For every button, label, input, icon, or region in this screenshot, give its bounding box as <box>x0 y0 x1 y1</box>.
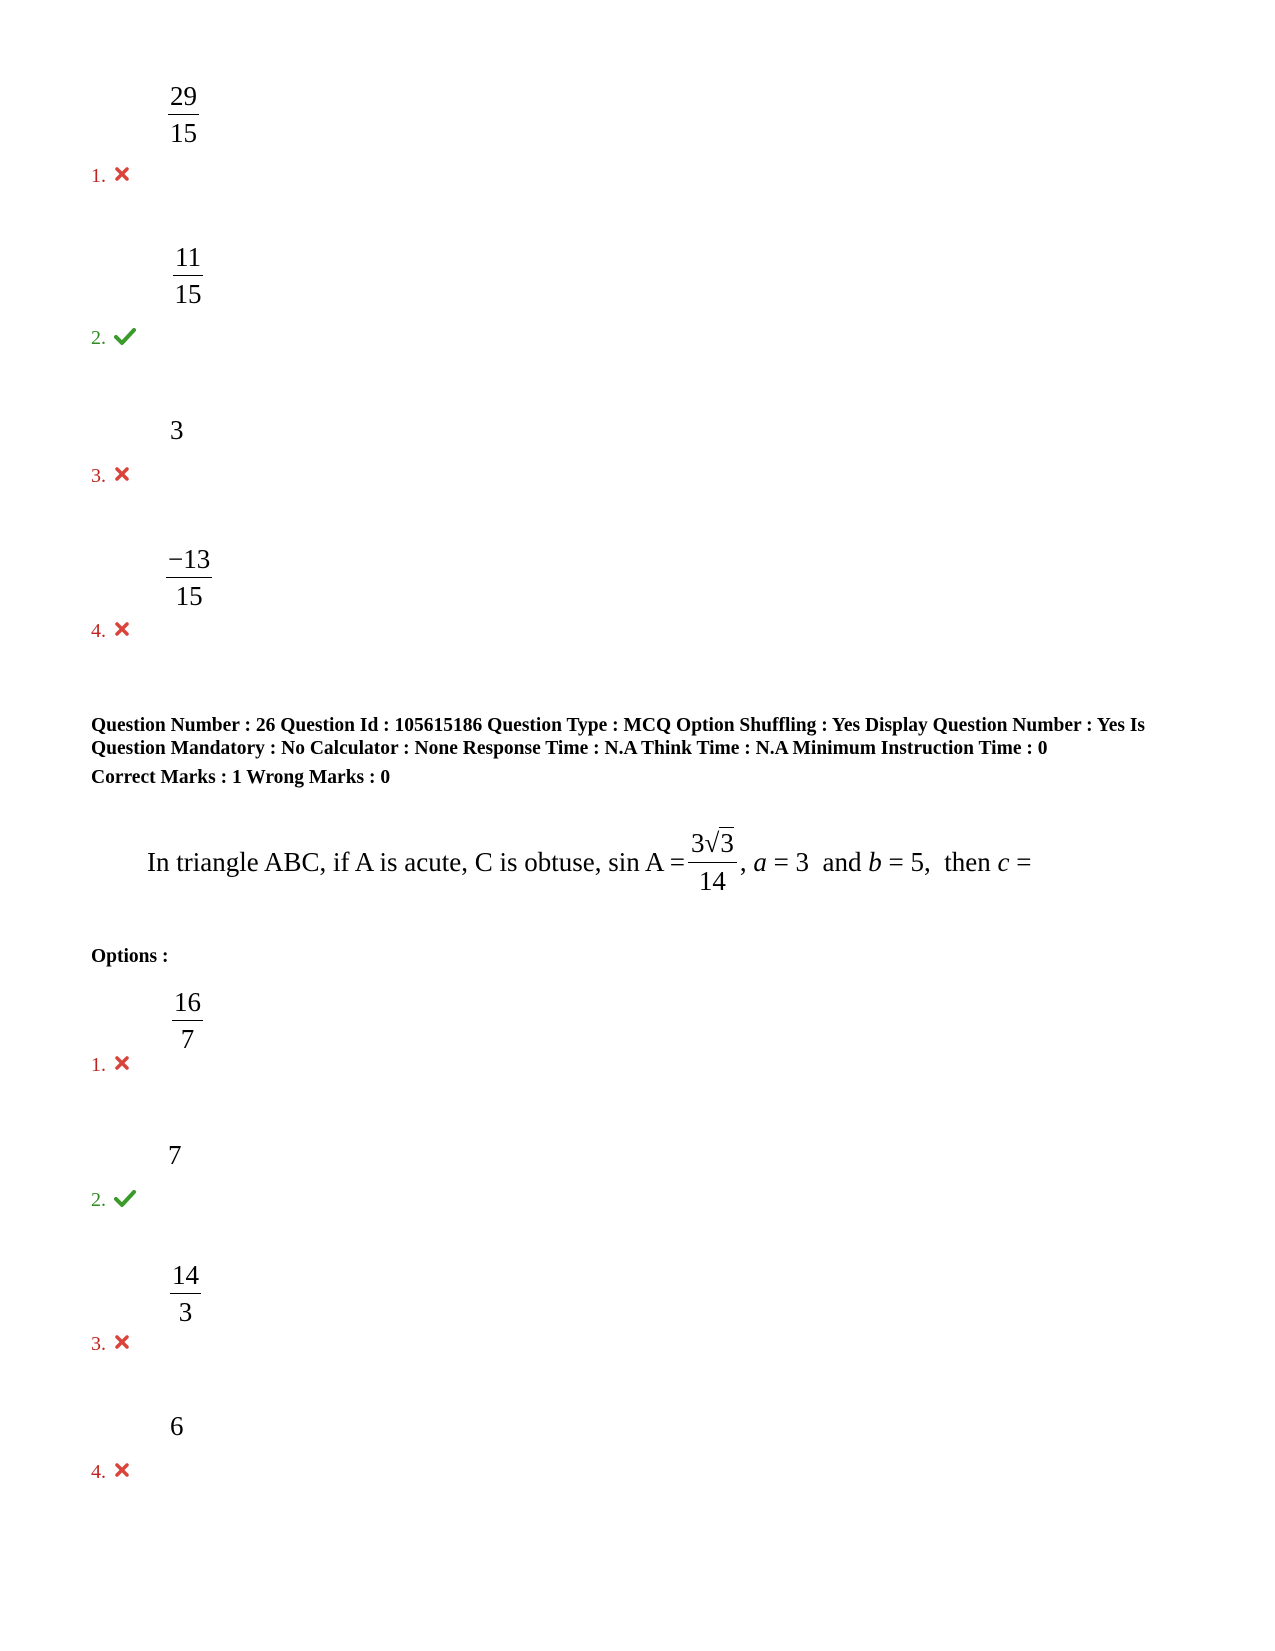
question-stem <box>147 828 1031 897</box>
option-1-value <box>172 989 203 1053</box>
option-4-value: 6 <box>170 1411 184 1441</box>
cross-icon <box>114 1462 130 1478</box>
options-label: Options : <box>91 946 169 967</box>
eq-b: = 5, then <box>881 847 998 877</box>
option-4-number: 4. <box>91 1462 130 1482</box>
frac-radicand: 3 <box>720 828 734 858</box>
numerator: 16 <box>172 989 203 1021</box>
var-c: c <box>997 847 1010 877</box>
cross-icon <box>114 1334 130 1350</box>
option-3-number: 3. <box>91 1334 130 1354</box>
cross-icon <box>114 466 130 482</box>
prev-option-1-number: 1. <box>91 166 130 186</box>
numerator: 29 <box>168 83 199 115</box>
question-meta: Question Number : 26 Question Id : 105615186 Question Type : MCQ Option Shuffling : Yes Display Question Number : Yes Is Question Mandatory : No Calculator : None Response Time : N.A Think Time : N.A Minimum Instruction Time : 0 <box>91 715 1146 759</box>
check-icon <box>114 1190 136 1206</box>
prev-option-2-value <box>173 244 203 308</box>
cross-icon <box>114 166 130 182</box>
var-b: b <box>868 847 882 877</box>
question-marks: Correct Marks : 1 Wrong Marks : 0 <box>91 767 391 788</box>
denominator: 3 <box>178 1297 193 1327</box>
frac-den: 14 <box>698 866 726 896</box>
denominator: 7 <box>180 1024 195 1054</box>
prev-option-3-value: 3 <box>170 415 184 445</box>
check-icon <box>114 328 136 344</box>
frac-coef: 3 <box>690 828 705 858</box>
cross-icon <box>114 621 130 637</box>
eq-c: = <box>1009 847 1032 877</box>
prev-option-1-value <box>168 83 199 147</box>
prev-option-4-value <box>166 546 212 610</box>
denominator: 15 <box>175 581 203 611</box>
option-2-value: 7 <box>168 1140 182 1170</box>
eq-a: = 3 and <box>766 847 869 877</box>
numerator: 14 <box>170 1262 201 1294</box>
numerator: 11 <box>173 244 203 276</box>
prev-option-4-number: 4. <box>91 621 130 641</box>
stem-fraction <box>688 828 737 897</box>
cross-icon <box>114 1055 130 1071</box>
prev-option-2-number: 2. <box>91 328 136 348</box>
prev-option-3-number: 3. <box>91 466 130 486</box>
option-3-value <box>170 1262 201 1326</box>
stem-prefix: In triangle ABC, if A is acute, C is obtuse, sin A = <box>147 847 685 877</box>
var-a: a <box>753 847 767 877</box>
stem-sep: , <box>739 847 754 877</box>
option-2-number: 2. <box>91 1190 136 1210</box>
sqrt-icon: √ <box>704 828 720 858</box>
numerator: −13 <box>166 546 212 578</box>
option-1-number: 1. <box>91 1055 130 1075</box>
denominator: 15 <box>174 279 202 309</box>
denominator: 15 <box>170 118 197 148</box>
